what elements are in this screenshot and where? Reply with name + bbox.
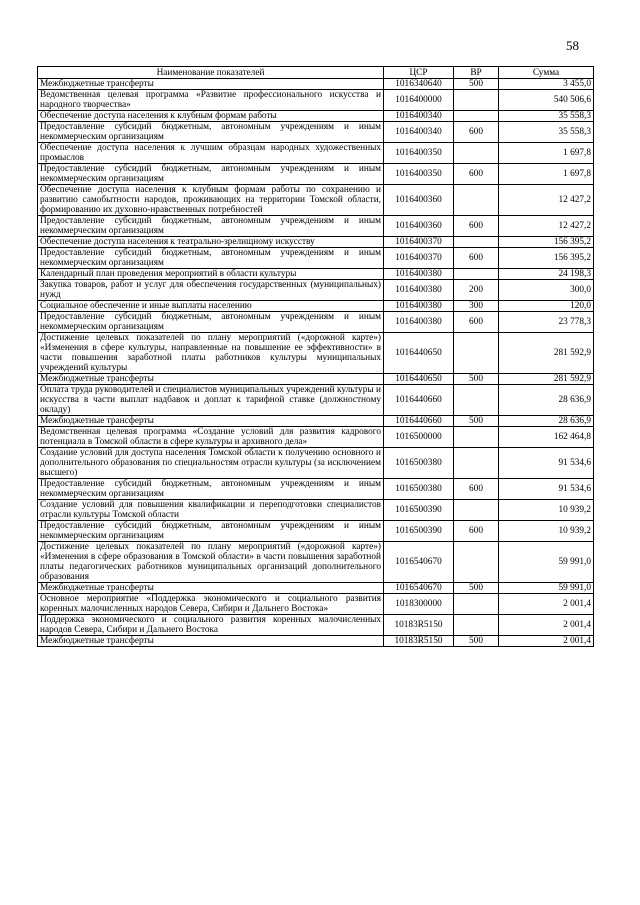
row-sum: 300,0 — [499, 280, 594, 301]
row-sum: 540 506,6 — [499, 90, 594, 111]
table-header-row — [38, 67, 594, 79]
row-vr: 500 — [454, 583, 499, 594]
header-sum: Сумма — [499, 67, 594, 79]
row-sum: 281 592,9 — [499, 333, 594, 374]
row-csr: 10183R5150 — [384, 636, 454, 647]
row-csr: 1016340640 — [384, 79, 454, 90]
row-sum: 281 592,9 — [499, 374, 594, 385]
row-name: Предоставление субсидий бюджетным, автономным учреждениям и иным некоммерческим организациям — [38, 248, 384, 269]
table-row — [38, 79, 594, 90]
table-row — [38, 164, 594, 185]
row-sum: 28 636,9 — [499, 385, 594, 416]
row-sum: 156 395,2 — [499, 248, 594, 269]
row-vr — [454, 448, 499, 479]
row-csr: 1016400350 — [384, 143, 454, 164]
row-vr — [454, 90, 499, 111]
row-name: Межбюджетные трансферты — [38, 416, 384, 427]
table-body — [38, 79, 594, 647]
row-vr: 600 — [454, 248, 499, 269]
table-row — [38, 248, 594, 269]
row-vr: 600 — [454, 164, 499, 185]
page-number: 58 — [566, 38, 579, 53]
row-name: Достижение целевых показателей по плану мероприятий («дорожной карте») «Изменения в сфере культуры, направленные на повышение ее эффективности» в части повышения заработной платы работников культуры муниципальных учреждений культуры — [38, 333, 384, 374]
row-sum: 1 697,8 — [499, 164, 594, 185]
row-vr: 200 — [454, 280, 499, 301]
row-sum: 2 001,4 — [499, 636, 594, 647]
row-csr: 1016400380 — [384, 280, 454, 301]
row-vr: 600 — [454, 122, 499, 143]
row-sum: 2 001,4 — [499, 594, 594, 615]
row-sum: 59 991,0 — [499, 583, 594, 594]
header-csr: ЦСР — [384, 67, 454, 79]
row-sum: 120,0 — [499, 301, 594, 312]
row-name: Предоставление субсидий бюджетным, автономным учреждениям и иным некоммерческим организациям — [38, 164, 384, 185]
row-name: Ведомственная целевая программа «Развитие профессионального искусства и народного творчества» — [38, 90, 384, 111]
row-sum: 24 198,3 — [499, 269, 594, 280]
row-vr: 500 — [454, 636, 499, 647]
row-name: Создание условий для доступа населения Томской области к получению основного и дополнительного образования по специальностям отрасли культуры (за исключением высшего) — [38, 448, 384, 479]
row-name: Основное мероприятие «Поддержка экономического и социального развития коренных малочисленных народов Севера, Сибири и Дальнего Востока» — [38, 594, 384, 615]
row-sum: 12 427,2 — [499, 185, 594, 216]
table-row — [38, 427, 594, 448]
table-row — [38, 479, 594, 500]
row-vr: 500 — [454, 79, 499, 90]
row-sum: 35 558,3 — [499, 111, 594, 122]
table-row — [38, 385, 594, 416]
row-csr: 1016540670 — [384, 542, 454, 583]
header-vr: ВР — [454, 67, 499, 79]
row-csr: 1016400380 — [384, 301, 454, 312]
row-name: Закупка товаров, работ и услуг для обеспечения государственных (муниципальных) нужд — [38, 280, 384, 301]
row-name: Предоставление субсидий бюджетным, автономным учреждениям и иным некоммерческим организациям — [38, 216, 384, 237]
row-csr: 1016540670 — [384, 583, 454, 594]
row-csr: 1018300000 — [384, 594, 454, 615]
row-sum: 12 427,2 — [499, 216, 594, 237]
table-row — [38, 636, 594, 647]
row-csr: 1016500000 — [384, 427, 454, 448]
row-csr: 1016500390 — [384, 521, 454, 542]
table-row — [38, 143, 594, 164]
row-sum: 23 778,3 — [499, 312, 594, 333]
row-csr: 1016500390 — [384, 500, 454, 521]
row-vr: 600 — [454, 312, 499, 333]
row-sum: 156 395,2 — [499, 237, 594, 248]
row-csr: 1016400340 — [384, 122, 454, 143]
table-row — [38, 280, 594, 301]
row-name: Обеспечение доступа населения к клубным формам работы — [38, 111, 384, 122]
row-csr: 1016400370 — [384, 248, 454, 269]
table-row — [38, 416, 594, 427]
row-name: Социальное обеспечение и иные выплаты населению — [38, 301, 384, 312]
row-sum: 1 697,8 — [499, 143, 594, 164]
table-row — [38, 301, 594, 312]
row-vr: 300 — [454, 301, 499, 312]
table-row — [38, 374, 594, 385]
table-row — [38, 521, 594, 542]
table-row — [38, 594, 594, 615]
table-row — [38, 122, 594, 143]
row-vr — [454, 333, 499, 374]
row-sum: 35 558,3 — [499, 122, 594, 143]
table-row — [38, 111, 594, 122]
row-csr: 1016440660 — [384, 385, 454, 416]
row-csr: 1016400380 — [384, 312, 454, 333]
row-csr: 1016400360 — [384, 185, 454, 216]
row-name: Межбюджетные трансферты — [38, 583, 384, 594]
table-row — [38, 542, 594, 583]
row-vr: 500 — [454, 416, 499, 427]
row-name: Поддержка экономического и социального развития коренных малочисленных народов Севера, Сибири и Дальнего Востока — [38, 615, 384, 636]
table-row — [38, 615, 594, 636]
row-vr — [454, 185, 499, 216]
row-name: Предоставление субсидий бюджетным, автономным учреждениям и иным некоммерческим организациям — [38, 521, 384, 542]
row-vr — [454, 542, 499, 583]
table-row — [38, 216, 594, 237]
table-row — [38, 312, 594, 333]
row-name: Оплата труда руководителей и специалистов муниципальных учреждений культуры и искусства в части выплат надбавок и доплат к тарифной ставке (должностному окладу) — [38, 385, 384, 416]
row-sum: 91 534,6 — [499, 479, 594, 500]
row-csr: 1016400350 — [384, 164, 454, 185]
row-vr: 600 — [454, 521, 499, 542]
row-vr — [454, 143, 499, 164]
row-name: Создание условий для повышения квалификации и переподготовки специалистов отрасли культуры Томской области — [38, 500, 384, 521]
row-name: Межбюджетные трансферты — [38, 79, 384, 90]
row-sum: 10 939,2 — [499, 500, 594, 521]
row-sum: 162 464,8 — [499, 427, 594, 448]
row-csr: 1016500380 — [384, 479, 454, 500]
row-name: Межбюджетные трансферты — [38, 374, 384, 385]
row-name: Предоставление субсидий бюджетным, автономным учреждениям и иным некоммерческим организациям — [38, 312, 384, 333]
row-vr — [454, 615, 499, 636]
row-name: Достижение целевых показателей по плану мероприятий («дорожной карте») «Изменения в сфере образования в Томской области» в части повышения заработной платы педагогических работников муниципальных организаций дополнительного образования — [38, 542, 384, 583]
row-sum: 2 001,4 — [499, 615, 594, 636]
row-vr: 600 — [454, 216, 499, 237]
row-csr: 1016400380 — [384, 269, 454, 280]
row-sum: 28 636,9 — [499, 416, 594, 427]
row-vr — [454, 385, 499, 416]
row-sum: 91 534,6 — [499, 448, 594, 479]
table-row — [38, 269, 594, 280]
row-csr: 1016440660 — [384, 416, 454, 427]
row-name: Ведомственная целевая программа «Создание условий для развития кадрового потенциала в Томской области в сфере культуры и архивного дела» — [38, 427, 384, 448]
row-vr — [454, 269, 499, 280]
row-vr — [454, 237, 499, 248]
row-csr: 1016400340 — [384, 111, 454, 122]
row-sum: 59 991,0 — [499, 542, 594, 583]
row-name: Обеспечение доступа населения к театрально-зрелищному искусству — [38, 237, 384, 248]
row-vr — [454, 111, 499, 122]
row-vr — [454, 594, 499, 615]
row-csr: 1016400360 — [384, 216, 454, 237]
row-name: Обеспечение доступа населения к лучшим образцам народных художественных промыслов — [38, 143, 384, 164]
row-csr: 1016500380 — [384, 448, 454, 479]
header-name: Наименование показателей — [38, 67, 384, 79]
row-name: Обеспечение доступа населения к клубным формам работы по сохранению и развитию самобытности народов, проживающих на территории Томской области, формированию их духовно-нравственных потребностей — [38, 185, 384, 216]
table-row — [38, 90, 594, 111]
row-csr: 10183R5150 — [384, 615, 454, 636]
table-row — [38, 333, 594, 374]
row-csr: 1016400000 — [384, 90, 454, 111]
row-vr: 600 — [454, 479, 499, 500]
row-sum: 3 455,0 — [499, 79, 594, 90]
row-sum: 10 939,2 — [499, 521, 594, 542]
row-vr — [454, 427, 499, 448]
table-row — [38, 448, 594, 479]
row-csr: 1016440650 — [384, 374, 454, 385]
budget-table — [37, 66, 594, 647]
table-row — [38, 185, 594, 216]
row-csr: 1016440650 — [384, 333, 454, 374]
row-name: Предоставление субсидий бюджетным, автономным учреждениям и иным некоммерческим организациям — [38, 122, 384, 143]
row-name: Календарный план проведения мероприятий в области культуры — [38, 269, 384, 280]
row-vr — [454, 500, 499, 521]
table-row — [38, 237, 594, 248]
row-name: Предоставление субсидий бюджетным, автономным учреждениям и иным некоммерческим организациям — [38, 479, 384, 500]
row-csr: 1016400370 — [384, 237, 454, 248]
table-row — [38, 583, 594, 594]
row-vr: 500 — [454, 374, 499, 385]
row-name: Межбюджетные трансферты — [38, 636, 384, 647]
table-row — [38, 500, 594, 521]
